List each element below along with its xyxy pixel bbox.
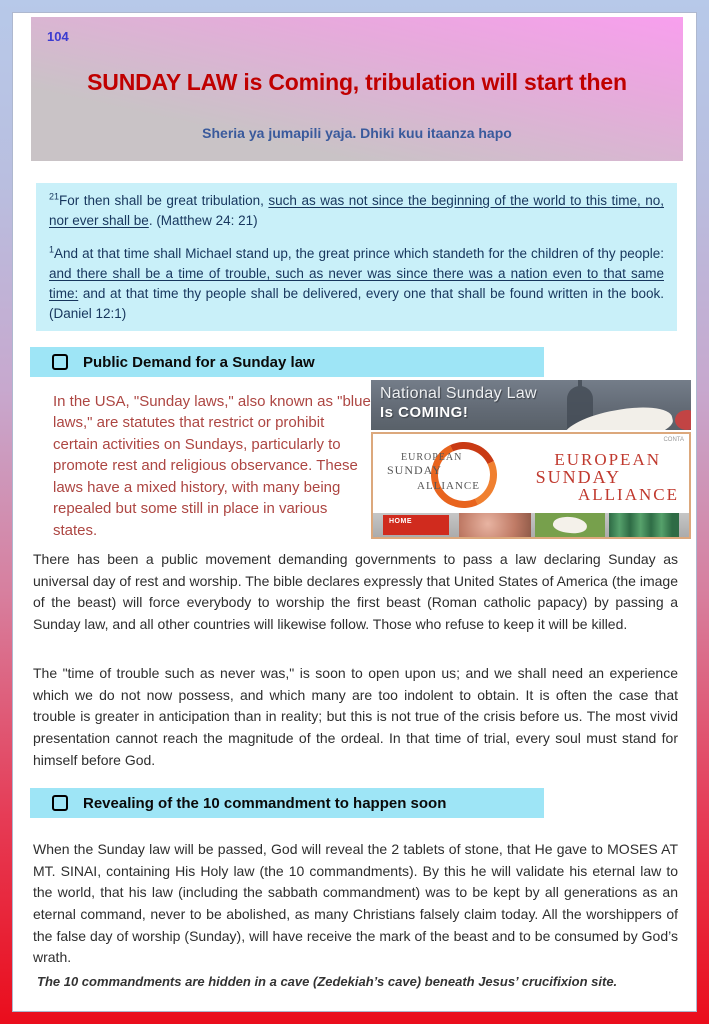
paragraph-time-of-trouble: The "time of trouble such as never was," is soon to open upon us; and we shall need an experience which we do not now possess, and which many are too indolent to obtain. It is often the case that trouble is greater in anticipation than in reality; but this is not true of the crisis before us. The most vivid presentation cannot reach the magnitude of the ordeal. In that time of trial, every soul must stand for himself before God.: [33, 665, 678, 768]
national-sunday-law-image: [371, 380, 691, 430]
esa-logo: EUROPEAN SUNDAY ALLIANCE: [383, 440, 513, 512]
paragraph-public-movement: There has been a public movement demanding governments to pass a law declaring Sunday as universal day of rest and worship. The bible declares expressly that United States of America (the image of the beast) will force everybody to worship the first beast (Roman catholic papacy) by passing a Sunday law, and all other countries will likewise follow. Those who refuse to keep it will be killed.: [33, 551, 678, 633]
page-content-area: [12, 12, 697, 1012]
checkbox-bullet-icon: [52, 354, 68, 370]
verse-number-superscript: 1: [49, 244, 55, 255]
contact-link-text: CONTA: [663, 437, 684, 443]
red-shape-graphic: [675, 410, 691, 430]
esa-wordmark: EUROPEAN SUNDAY ALLIANCE: [535, 450, 679, 504]
usa-sunday-laws-note: In the USA, "Sunday laws," also known as "blue laws," are statutes that restrict or prohibit certain activities on Sundays, particularly to promote rest and religious observance. These laws have a mixed history, with many being repealed but some still in place in various states.: [53, 393, 371, 539]
underlined-phrase: and there shall be a time of trouble, such as never was since there was a nation even to that same time:: [49, 265, 664, 301]
dove-graphic: [552, 515, 588, 536]
paragraph-tablets-of-stone: When the Sunday law will be passed, God will reveal the 2 tablets of stone, that He gave to MOSES AT MT. SINAI, containing His Holy law (the 10 commandments). By this he will validate his eternal law to the world, that his law (including the sabbath commandment) was to be kept by all generations as an eternal command, never to be abolished, as many Christians falsely claim today. All the worshippers of the false day of worship (Sunday), will have receive the mark of the beast and to be consumed by God’s wrath.: [33, 841, 678, 966]
page-subtitle: Sheria ya jumapili yaja. Dhiki kuu itaanza hapo: [202, 125, 512, 141]
page-title: SUNDAY LAW is Coming, tribulation will start then: [87, 69, 627, 95]
home-button: HOME: [383, 515, 449, 535]
page-number: 104: [47, 29, 69, 44]
section-heading-label: Revealing of the 10 commandment to happen soon: [83, 794, 447, 812]
section-heading-public-demand: [30, 347, 544, 377]
european-sunday-alliance-image: [371, 432, 691, 539]
verse-daniel: $^1$And at that time shall Michael stand up, the great prince which standeth for the children of thy people: and there shall be a time of trouble, such as never was since there was a nation even to that same time: and at that time thy people shall be delivered, every one that shall be found written in the book. (Daniel 12:1): [49, 244, 664, 321]
verse-matthew: $^{21}$For then shall be great tribulation, such as was not since the beginning of the world to this time, no, nor ever shall be. (Matthew 24: 21): [49, 191, 664, 228]
scripture-quote-box: [36, 183, 677, 331]
face-photo-thumbnail: [459, 513, 531, 537]
title-banner: [31, 17, 683, 161]
footnote-cave: The 10 commandments are hidden in a cave (Zedekiah’s cave) beneath Jesus’ crucifixion site.: [37, 974, 618, 989]
section-heading-revealing-commandments: [30, 788, 544, 818]
verse-number-superscript: 21: [49, 191, 60, 202]
banner-subheadline: Is COMING!: [380, 404, 469, 421]
dove-photo-thumbnail: [535, 513, 605, 537]
team-photo-thumbnail: [609, 513, 679, 537]
checkbox-bullet-icon: [52, 795, 68, 811]
underlined-phrase: such as was not since the beginning of the world to this time, no, nor ever shall be: [49, 193, 664, 228]
section-heading-label: Public Demand for a Sunday law: [83, 353, 315, 371]
banner-headline: National Sunday Law: [380, 385, 537, 402]
esa-navbar: [373, 513, 689, 537]
